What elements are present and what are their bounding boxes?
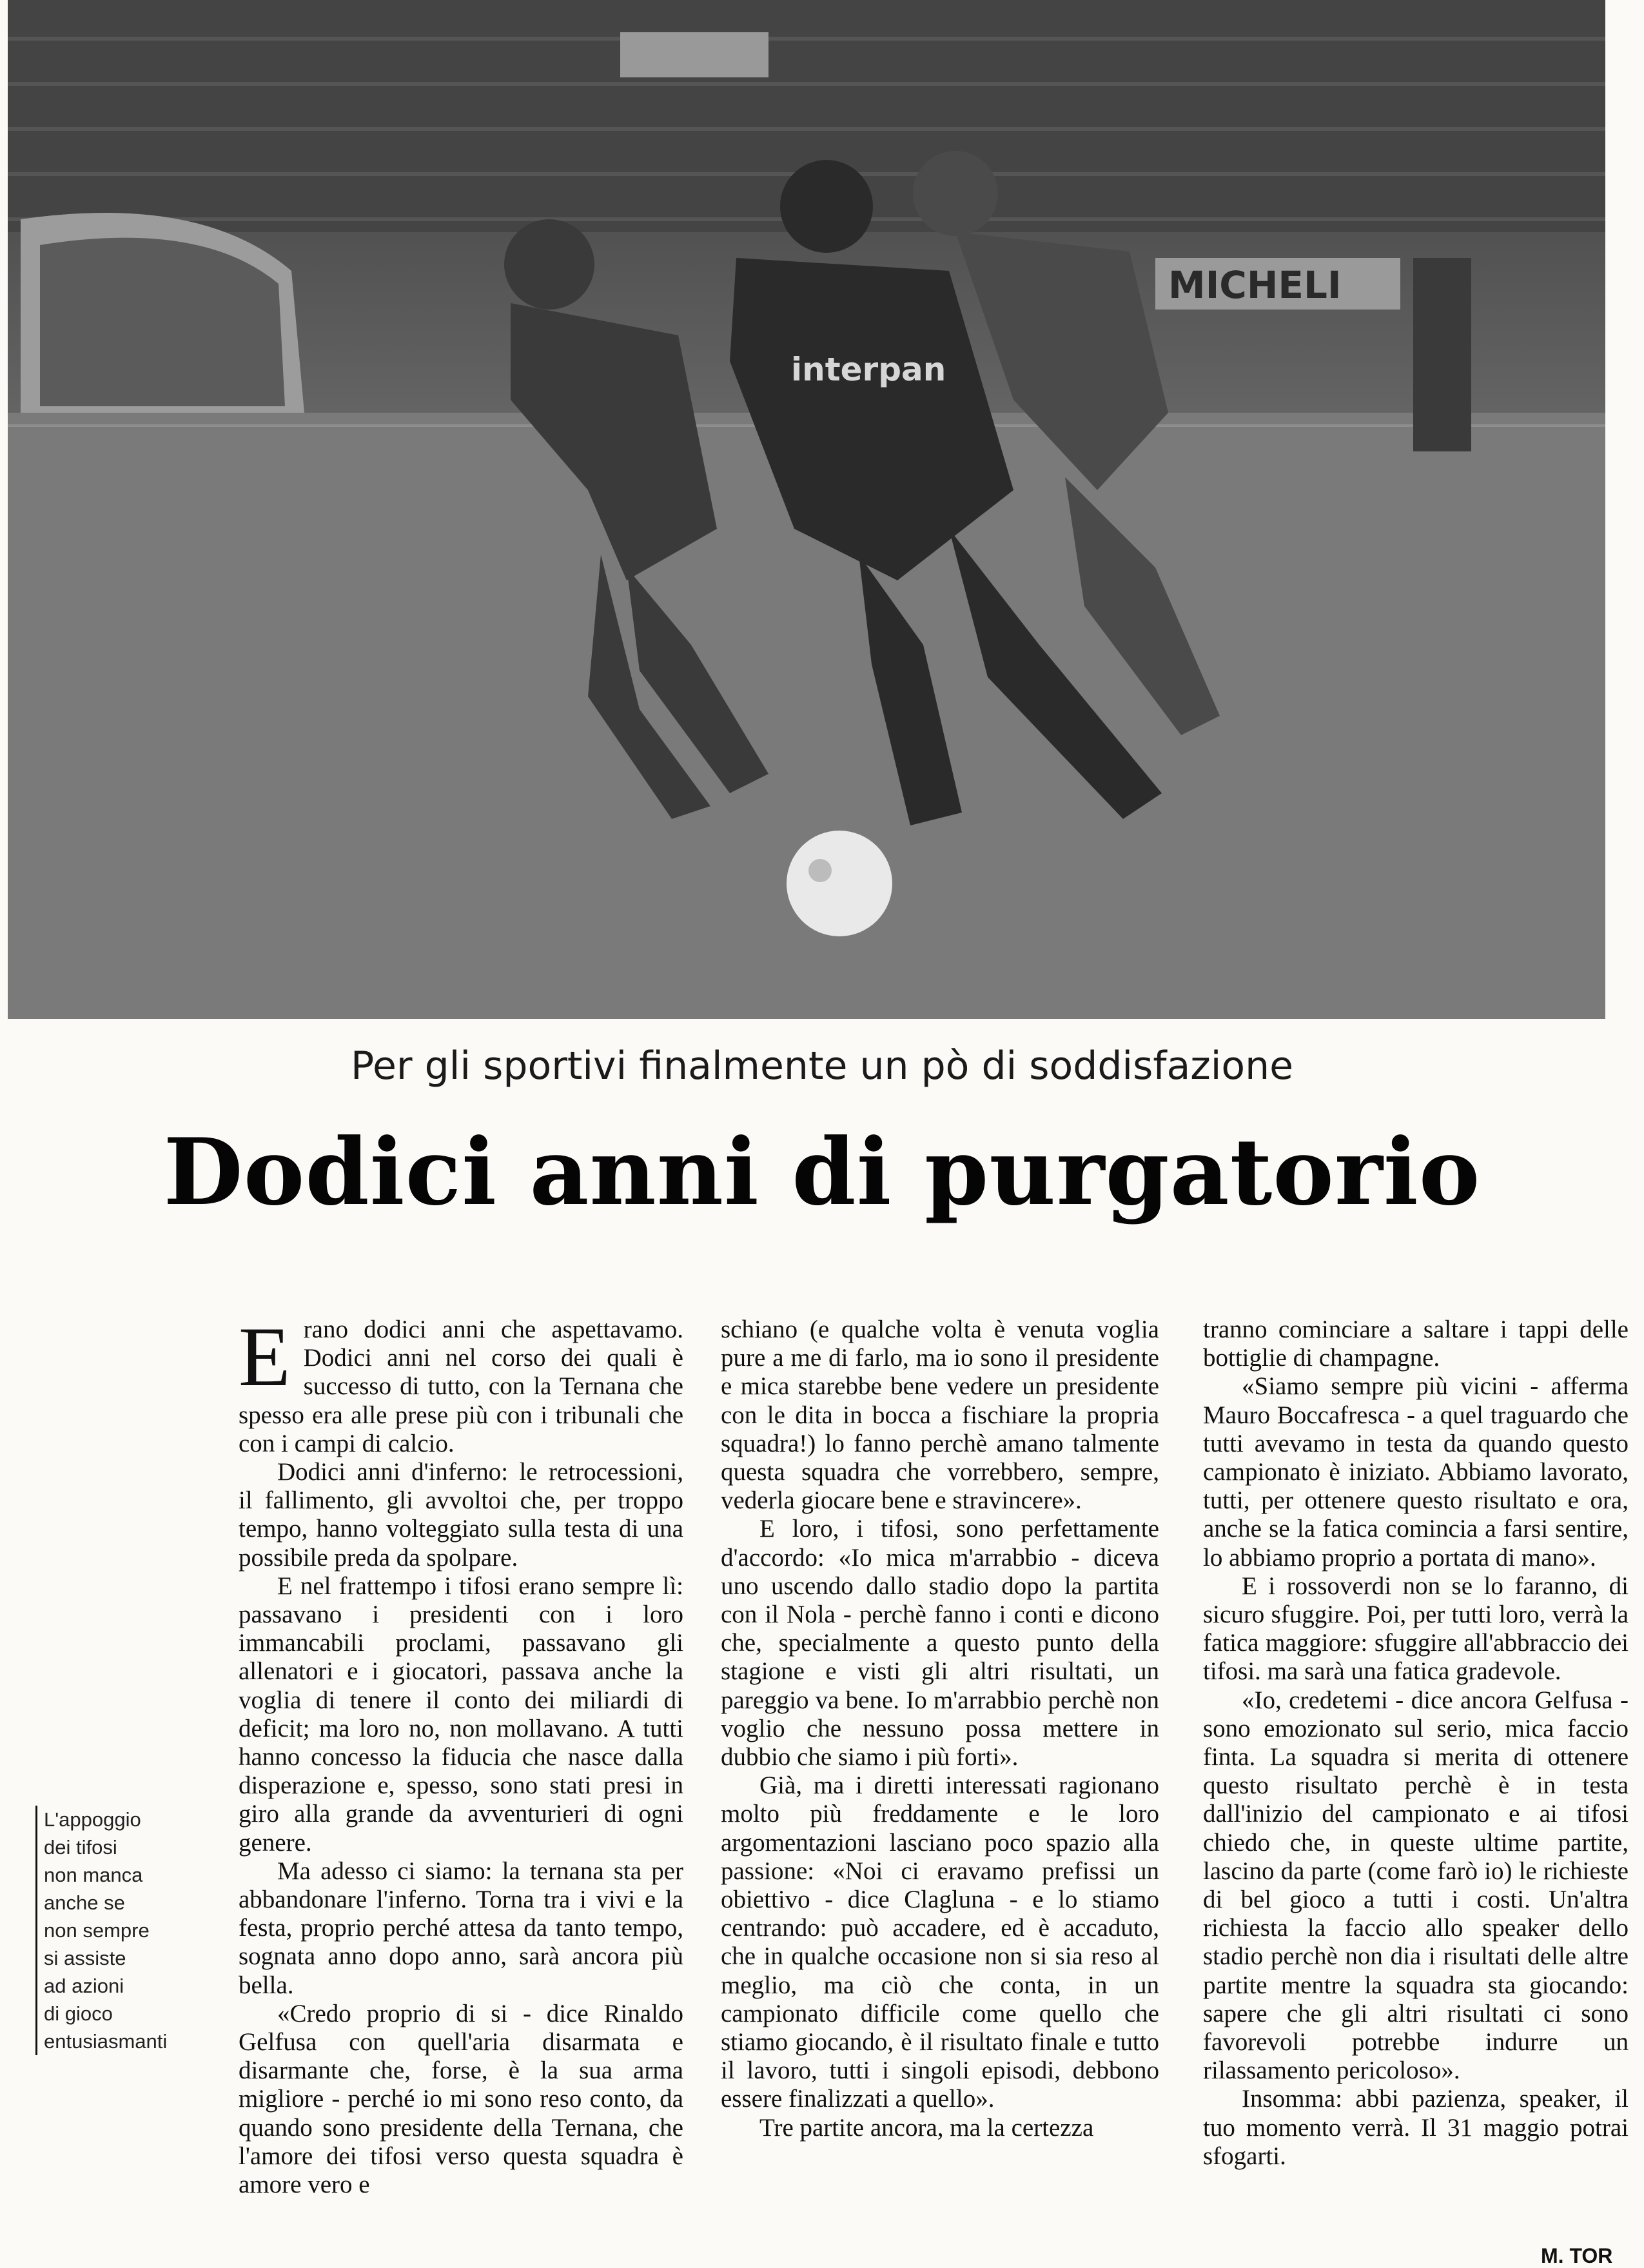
article-paragraph: Insomma: abbi pazienza, speaker, il tuo momento verrà. Il 31 maggio potrai sfogarti. <box>1203 2085 1629 2170</box>
article-paragraph: Già, ma i diretti interessati ragionano molto più freddamente e le loro argomentazioni lasciano poco spazio alla passione: «Noi ci eravamo prefissi un obiettivo - dice Clagluna - e lo stiamo centrando: può accadere, ed è accaduto, che in qualche occasione non si sia reso al meglio, ma ciò che conta, in un campionato difficile come quello che stiamo giocando, è il risultato finale e tutto il lavoro, tutti i singoli episodi, debbono essere finalizzati a quello». <box>721 1771 1159 2113</box>
article-paragraph: E i rossoverdi non se lo faranno, di sicuro sfuggire. Poi, per tutti loro, verrà la fatica maggiore: sfuggire all'abbraccio dei tifosi. ma sarà una fatica gradevole. <box>1203 1572 1629 1686</box>
caption-line: entusiasmanti <box>44 2030 168 2053</box>
author-signature: M. TOR <box>1541 2244 1613 2267</box>
ball-icon <box>787 831 892 936</box>
article-headline: Dodici anni di purgatorio <box>163 1119 1481 1226</box>
article-paragraph: Ma adesso ci siamo: la ternana sta per abbandonare l'inferno. Torna tra i vivi e la festa, proprio perché attesa da tanto tempo, sognata anno dopo anno, sarà ancora più bella. <box>239 1857 683 1999</box>
article-column-1 <box>239 1309 683 2199</box>
paragraph-text: rano dodici anni che aspettavamo. Dodici anni nel corso dei quali è successo di tutto, con la Ternana che spesso era alle prese più con i tribunali che con i campi di calcio. <box>239 1316 683 1457</box>
article-paragraph: Dodici anni d'inferno: le retrocessioni, il fallimento, gli avvoltoi che, per troppo tempo, hanno volteggiato sulla testa di una possibile preda da spolpare. <box>239 1458 683 1572</box>
article-paragraph: schiano (e qualche volta è venuta voglia pure a me di farlo, ma io sono il presidente e mica starebbe bene vedere un presidente con le dita in bocca a fischiare la propria squadra!) lo fanno perchè amano talmente questa squadra che vorrebbero, sempre, vederla giocare bene e stravincere». <box>721 1316 1159 1515</box>
article-paragraph: «Io, credetemi - dice ancora Gelfusa - sono emozionato sul serio, mica faccio finta. La squadra si merita di ottenere questo risultato perchè è in testa dall'inizio del campionato e ai tifosi chiedo che, in queste ultime partite, lascino da parte (come farò io) le richieste di bel gioco a tutti i costi. Un'altra richiesta la faccio allo speaker dello stadio perchè non dia i risultati delle altre partite mentre la squadra sta giocando: sapere che gli altri risultati ci sono favorevoli potrebbe indurre un rilassamento pericoloso». <box>1203 1686 1629 2085</box>
article-paragraph: E nel frattempo i tifosi erano sempre lì: passavano i presidenti con i loro immancabili proclami, passavano gli allenatori e i giocatori, passava anche la voglia di tenere il conto dei miliardi di deficit; ma loro no, non mollavano. A tutti hanno concesso la fiducia che nasce dalla disperazione e, spesso, sono stati presi in giro alla grande da avventurieri di ogni genere. <box>239 1572 683 1857</box>
caption-line: si assiste <box>44 1947 126 1969</box>
caption-line: ad azioni <box>44 1975 124 1997</box>
banner-text: MICHELI <box>1168 263 1342 307</box>
article-kicker: Per gli sportivi finalmente un pò di soddisfazione <box>350 1043 1294 1089</box>
article-column-2 <box>721 1316 1159 2142</box>
article-paragraph <box>239 1309 683 1458</box>
drop-cap: E <box>239 1309 291 1404</box>
caption-line: non sempre <box>44 1919 150 1942</box>
photo-caption <box>35 1806 205 2055</box>
caption-line: di gioco <box>44 2002 113 2025</box>
article-paragraph: «Siamo sempre più vicini - afferma Mauro Boccafresca - a quel traguardo che tutti avevamo in testa da quando questo campionato è iniziato. Abbiamo lavorato, tutti, per ottenere questo risultato e ora, anche se la fatica comincia a farsi sentire, lo abbiamo proprio a portata di mano». <box>1203 1372 1629 1572</box>
article-paragraph: «Credo proprio di si - dice Rinaldo Gelfusa con quell'aria disarmata e disarmante che, forse, è la sua arma migliore - perché io mi sono reso conto, da quando sono presidente della Ternana, che l'amore dei tifosi verso questa squadra è amore vero e <box>239 1999 683 2199</box>
article-paragraph: Tre partite ancora, ma la certezza <box>759 2113 1094 2142</box>
caption-line: anche se <box>44 1891 125 1914</box>
article-paragraph: E loro, i tifosi, sono perfettamente d'accordo: «Io mica m'arrabbio - diceva uno uscendo dallo stadio dopo la partita con il Nola - perchè fanno i conti e dicono che, specialmente a questo punto della stagione e visti gli altri risultati, un pareggio va bene. Io m'arrabbio perchè non voglio che nessuno possa mettere in dubbio che siamo i più forti». <box>721 1515 1159 1771</box>
article-photo <box>8 0 1605 1019</box>
caption-line: dei tifosi <box>44 1836 117 1859</box>
football-photo-illustration <box>8 0 1605 1019</box>
article-paragraph: tranno cominciare a saltare i tappi delle bottiglie di champagne. <box>1203 1316 1629 1372</box>
caption-line: L'appoggio <box>44 1808 141 1831</box>
caption-line: non manca <box>44 1864 143 1886</box>
jersey-sponsor-text: interpan <box>791 351 946 388</box>
article-column-3 <box>1203 1316 1629 2171</box>
